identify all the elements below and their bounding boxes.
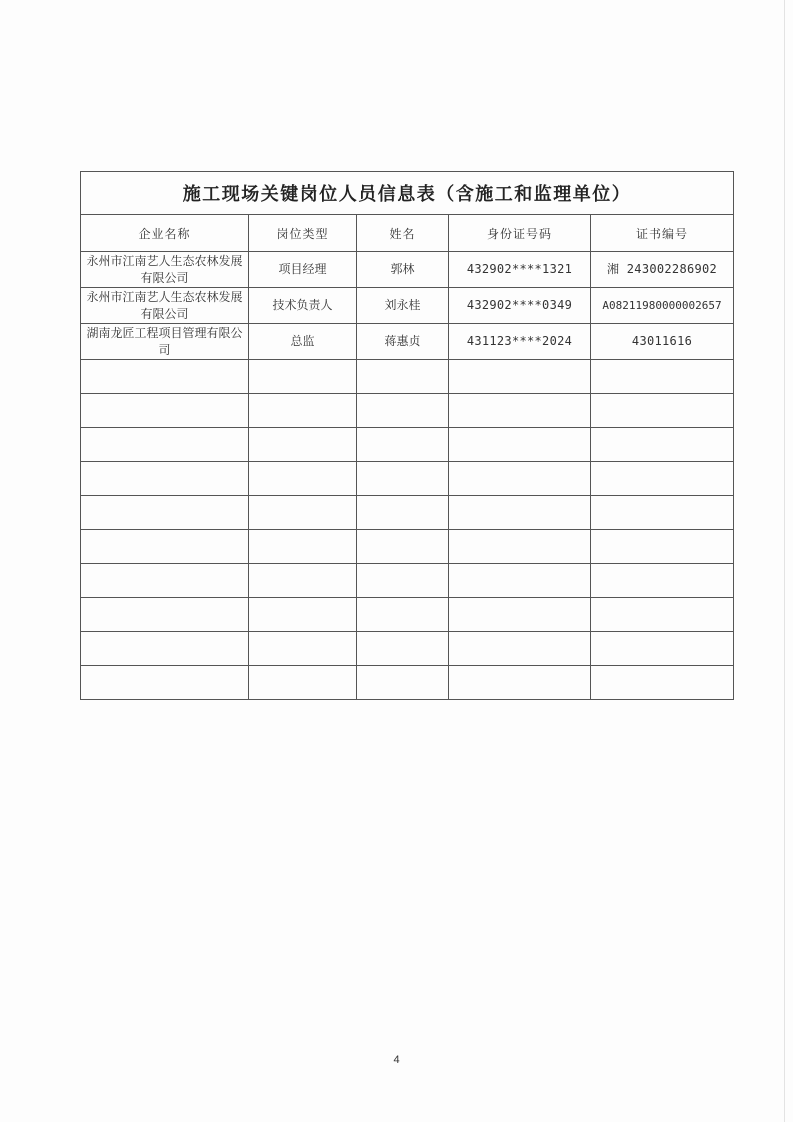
certificate-cell: A08211980000002657 — [591, 288, 734, 324]
empty-cell — [449, 428, 591, 462]
empty-table-row — [81, 598, 734, 632]
id-number-cell: 432902****1321 — [449, 252, 591, 288]
page-number: 4 — [393, 1054, 400, 1066]
empty-cell — [449, 598, 591, 632]
empty-table-row — [81, 632, 734, 666]
empty-table-row — [81, 564, 734, 598]
empty-cell — [81, 564, 249, 598]
empty-cell — [357, 496, 449, 530]
empty-table-row — [81, 530, 734, 564]
empty-table-row — [81, 394, 734, 428]
column-header-company: 企业名称 — [81, 215, 249, 252]
empty-cell — [249, 564, 357, 598]
empty-cell — [249, 496, 357, 530]
position-cell: 项目经理 — [249, 252, 357, 288]
empty-cell — [591, 530, 734, 564]
empty-cell — [249, 462, 357, 496]
empty-cell — [81, 496, 249, 530]
certificate-cell: 43011616 — [591, 324, 734, 360]
empty-cell — [81, 462, 249, 496]
empty-cell — [357, 564, 449, 598]
empty-table-row — [81, 462, 734, 496]
empty-cell — [591, 428, 734, 462]
empty-cell — [81, 632, 249, 666]
empty-cell — [591, 564, 734, 598]
empty-cell — [357, 360, 449, 394]
empty-cell — [81, 598, 249, 632]
empty-cell — [81, 428, 249, 462]
empty-cell — [249, 530, 357, 564]
empty-cell — [449, 394, 591, 428]
header-row — [81, 215, 734, 252]
table-row — [81, 324, 734, 360]
empty-cell — [249, 666, 357, 700]
empty-table-row — [81, 428, 734, 462]
empty-cell — [357, 530, 449, 564]
name-cell: 刘永桂 — [357, 288, 449, 324]
empty-cell — [591, 462, 734, 496]
empty-cell — [249, 360, 357, 394]
id-number-cell: 431123****2024 — [449, 324, 591, 360]
empty-cell — [591, 360, 734, 394]
empty-cell — [591, 496, 734, 530]
id-number-cell: 432902****0349 — [449, 288, 591, 324]
table-row — [81, 288, 734, 324]
empty-cell — [449, 666, 591, 700]
page-edge — [784, 0, 785, 1122]
empty-cell — [249, 394, 357, 428]
empty-cell — [249, 428, 357, 462]
column-header-position: 岗位类型 — [249, 215, 357, 252]
empty-cell — [357, 428, 449, 462]
empty-cell — [249, 632, 357, 666]
empty-table-row — [81, 496, 734, 530]
empty-cell — [81, 394, 249, 428]
column-header-id-number: 身份证号码 — [449, 215, 591, 252]
certificate-cell: 湘 243002286902 — [591, 252, 734, 288]
column-header-name: 姓名 — [357, 215, 449, 252]
empty-cell — [81, 666, 249, 700]
empty-cell — [249, 598, 357, 632]
empty-cell — [357, 598, 449, 632]
empty-cell — [449, 530, 591, 564]
company-cell: 湖南龙匠工程项目管理有限公司 — [81, 324, 249, 360]
personnel-table — [80, 171, 734, 700]
empty-table-row — [81, 666, 734, 700]
company-cell: 永州市江南艺人生态农林发展有限公司 — [81, 252, 249, 288]
empty-cell — [449, 462, 591, 496]
empty-cell — [81, 530, 249, 564]
name-cell: 郭林 — [357, 252, 449, 288]
empty-cell — [357, 666, 449, 700]
empty-cell — [449, 564, 591, 598]
table-row — [81, 252, 734, 288]
personnel-table-container — [80, 171, 733, 700]
empty-cell — [591, 666, 734, 700]
table-title: 施工现场关键岗位人员信息表（含施工和监理单位） — [81, 172, 734, 215]
empty-cell — [591, 394, 734, 428]
empty-cell — [591, 632, 734, 666]
empty-cell — [357, 632, 449, 666]
empty-table-row — [81, 360, 734, 394]
column-header-certificate: 证书编号 — [591, 215, 734, 252]
empty-cell — [449, 496, 591, 530]
position-cell: 技术负责人 — [249, 288, 357, 324]
empty-cell — [449, 632, 591, 666]
empty-cell — [591, 598, 734, 632]
empty-cell — [357, 394, 449, 428]
empty-cell — [81, 360, 249, 394]
empty-cell — [449, 360, 591, 394]
name-cell: 蒋惠贞 — [357, 324, 449, 360]
position-cell: 总监 — [249, 324, 357, 360]
empty-cell — [357, 462, 449, 496]
company-cell: 永州市江南艺人生态农林发展有限公司 — [81, 288, 249, 324]
